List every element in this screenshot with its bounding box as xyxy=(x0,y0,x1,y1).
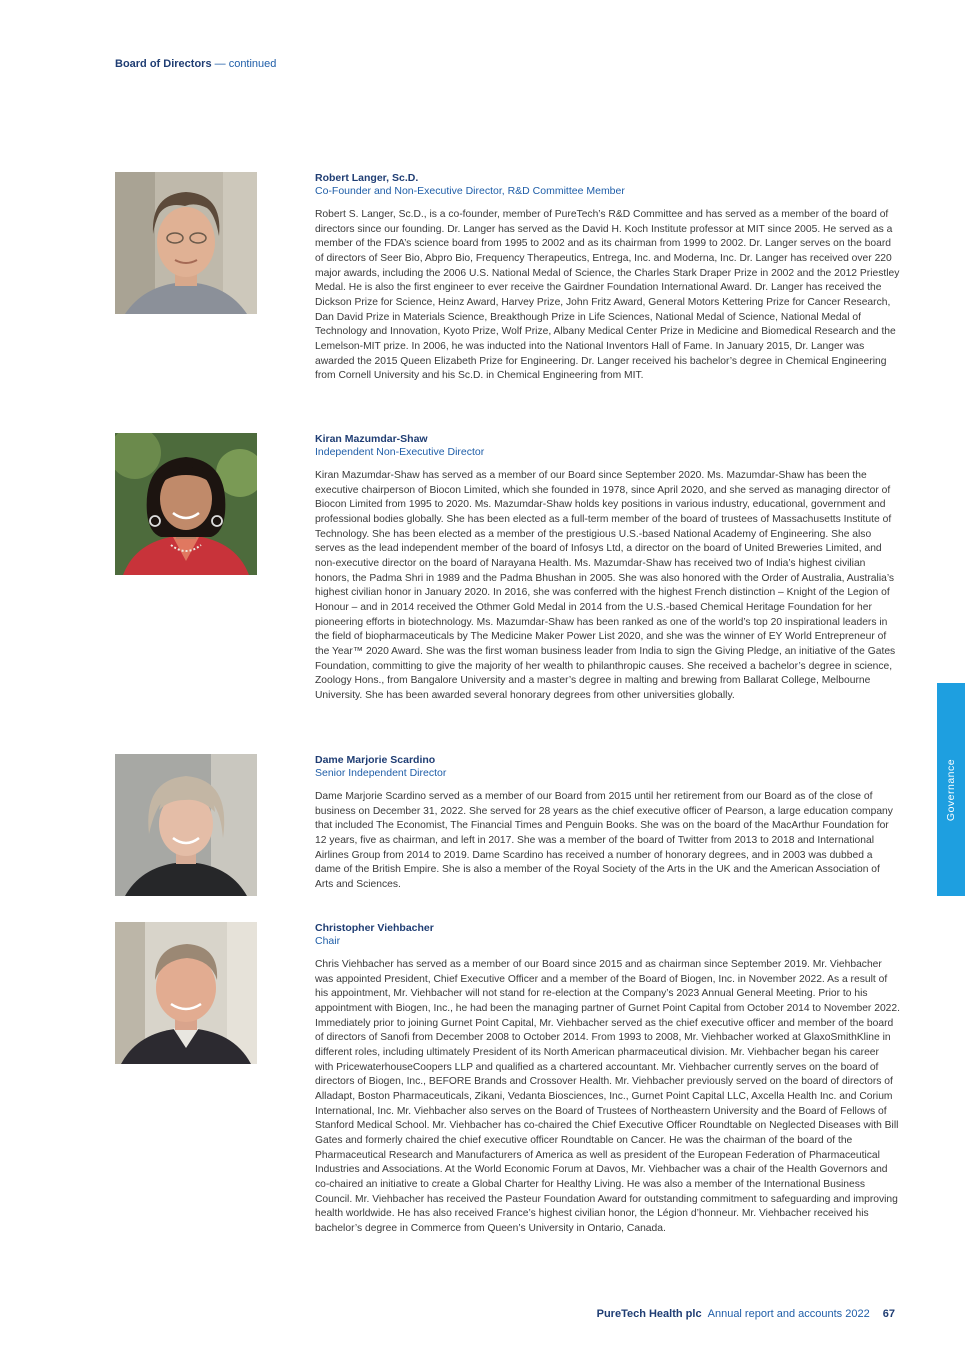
page-footer xyxy=(597,1308,895,1320)
page-header xyxy=(115,58,276,70)
director-name: Kiran Mazumdar-Shaw xyxy=(315,433,428,445)
side-tab-label: Governance xyxy=(945,758,957,821)
portrait-photo xyxy=(115,754,257,896)
director-role: Chair xyxy=(315,935,341,947)
portrait-photo xyxy=(115,433,257,575)
section-title: Board of Directors xyxy=(115,58,212,70)
director-name: Dame Marjorie Scardino xyxy=(315,754,436,766)
director-details xyxy=(315,754,900,893)
section-continued: — continued xyxy=(214,58,277,70)
director-role: Co-Founder and Non-Executive Director, R&D Committee Member xyxy=(315,185,625,197)
director-details xyxy=(315,172,900,384)
director-name: Christopher Viehbacher xyxy=(315,922,434,934)
director-name: Robert Langer, Sc.D. xyxy=(315,172,419,184)
director-scardino xyxy=(115,754,900,899)
director-bio: Kiran Mazumdar-Shaw has served as a member of our Board since September 2020. Ms. Mazumdar-Shaw has been the executive chairperson of Biocon Limited, which she founded in 1978, since April 2020, and she served as managing director of Biocon Limited from 1995 to 2020. Ms. Mazumdar-Shaw holds key positions in various industry, educational, government and professional bodies globally. She has been elected as a full-term member of the board of trustees of Massachusetts Institute of Technology. She has been elected as a member of the prestigious U.S.-based National Academy of Engineering. She also serves as the lead independent member of the board of Infosys Ltd, a director on the board of United Breweries Limited, and non-executive director on the board of Narayana Health. Ms. Mazumdar-Shaw has received two of India’s highest civilian honors, the Padma Shri in 1989 and the Padma Bhushan in 2005. She was also honored with the Order of Australia, Australia’s highest civilian honor in January 2020. In 2016, she was conferred with the highest French distinction – Knight of the Legion of Honour – and in 2014 received the Othmer Gold Medal in 2014 from the U.S.-based Chemical Heritage Foundation for her pioneering efforts in biotechnology. Ms. Mazumdar-Shaw has been ranked as one of the world’s top 20 inspirational leaders in the field of biopharmaceuticals by The Medicine Maker Power List 2020, and she was the winner of EY World Entrepreneur of the Year™ 2020 Award. She was the first woman business leader from India to sign the Giving Pledge, an initiative of the Gates Foundation, committing to give the majority of her wealth to philanthropic causes. She received a bachelor’s degree in science, Zoology Hons., from Bangalore University and a master’s degree in malting and brewing from Ballarat College, Melbourne University. She has been awarded several honorary degrees from other universities globally. xyxy=(315,470,896,701)
director-mazumdar-shaw xyxy=(115,433,900,738)
director-viehbacher xyxy=(115,922,900,1282)
page-number: 67 xyxy=(882,1308,895,1320)
director-details xyxy=(315,433,900,704)
director-details xyxy=(315,922,900,1236)
director-role: Independent Non-Executive Director xyxy=(315,446,485,458)
footer-report: Annual report and accounts 2022 xyxy=(707,1308,870,1320)
director-bio: Robert S. Langer, Sc.D., is a co-founder, member of PureTech’s R&D Committee and has served as a member of the board of directors since our founding. Dr. Langer has served as the David H. Koch Institute professor at MIT since 2005. He served as a member of the FDA’s science board from 1995 to 2002 and as its chairman from 1999 to 2002. Dr. Langer serves on the board of directors of Seer Bio, Abpro Bio, Frequency Therapeutics, Entrega, Inc. and Moderna, Inc. Dr. Langer has received over 220 major awards, including the 2006 U.S. National Medal of Science, the Charles Stark Draper Prize in 2002 and the 2012 Priestley Medal. He is also the first engineer to ever receive the Gairdner Foundation International Award. Dr. Langer has received the Dickson Prize for Science, Heinz Award, Harvey Prize, John Fritz Award, General Motors Kettering Prize for Cancer Research, Dan David Prize in Materials Science, Breakthough Prize in Life Sciences, National Medal of Science, National Medal of Technology and Innovation, Kyoto Prize, Wolf Prize, Albany Medical Center Prize in Medicine and Biomedical Research and the Lemelson-MIT prize. In 2006, he was inducted into the National Inventors Hall of Fame. In January 2015, Dr. Langer was awarded the 2015 Queen Elizabeth Prize for Engineering. Dr. Langer received his bachelor’s degree in Chemical Engineering from Cornell University and his Sc.D. in Chemical Engineering from MIT. xyxy=(315,209,900,382)
footer-company: PureTech Health plc xyxy=(596,1308,702,1320)
section-side-tab[interactable] xyxy=(937,683,965,896)
director-bio: Chris Viehbacher has served as a member of our Board since 2015 and as chairman since September 2019. Mr. Viehbacher was appointed President, Chief Executive Officer and a member of the Board of Biogen, Inc. in November 2022. As a result of his appointment, Mr. Viehbacher will not stand for re-election at the Company’s 2023 Annual General Meeting. Prior to his appointment with Biogen, Inc., he had been the managing partner of Gurnet Point Capital from October 2014 to November 2022. Immediately prior to joining Gurnet Point Capital, Mr. Viehbacher served as the chief executive officer and member of the board of directors of Sanofi from December 2008 to October 2014. From 1993 to 2008, Mr. Viehbacher worked at GlaxoSmithKline in different roles, including ultimately President of its North American pharmaceutical division. Mr. Viehbacher began his career with PricewaterhouseCoopers LLP and qualified as a chartered accountant. Mr. Viehbacher currently serves on the board of directors of Biogen, Inc., BEFORE Brands and Crossover Health. Mr. Viehbacher previously served on the board of directors of Alladapt, Boston Pharmaceuticals, Zikani, Vedanta Biosciences, Inc., Gurnet Point Capital LLC, Axcella Health Inc. and Corium International, Inc. Mr. Viehbacher also serves on the Board of Trustees of Northeastern University and the Board of Fellows of Stanford Medical School. Mr. Viehbacher has co-chaired the Chief Executive Officer Roundtable on Neglected Diseases with Bill Gates and formerly chaired the chief executive officer Roundtable on Cancer. He was the chairman of the board of the Pharmaceutical Research and Manufacturers of America as well as president of the European Federation of Pharmaceutical Industries and Associations. At the World Economic Forum at Davos, Mr. Viehbacher was a chair of the Health Governors and co-chaired an initiative to create a Global Charter for Healthy Living. He was also a member of the International Business Council. Mr. Viehbacher has received the Pasteur Foundation Award for outstanding commitment to safeguarding and improving health worldwide. He has also received France’s highest civilian honor, the Légion d’honneur. Mr. Viehbacher received his bachelor’s degree in Commerce from Queen’s University in Ontario, Canada. xyxy=(315,959,900,1234)
director-bio: Dame Marjorie Scardino served as a member of our Board from 2015 until her retirement from our Board as of the close of business on December 31, 2022. She served for 28 years as the chief executive officer of Pearson, a large education company that included The Economist, The Financial Times and Penguin Books. She was on the board of the MacArthur Foundation for 12 years, five as chairman, and left in 2017. She was a member of the board of Twitter from 2013 to 2018 and International Airlines Group from 2014 to 2019. Dame Scardino has received a number of honorary degrees, and in 2003 was dubbed a dame of the British Empire. She is also a member of the Royal Society of the Arts in the UK and the American Association of Arts and Sciences. xyxy=(315,791,893,890)
portrait-photo xyxy=(115,922,257,1064)
director-langer xyxy=(115,172,900,417)
director-role: Senior Independent Director xyxy=(315,767,447,779)
portrait-photo xyxy=(115,172,257,314)
